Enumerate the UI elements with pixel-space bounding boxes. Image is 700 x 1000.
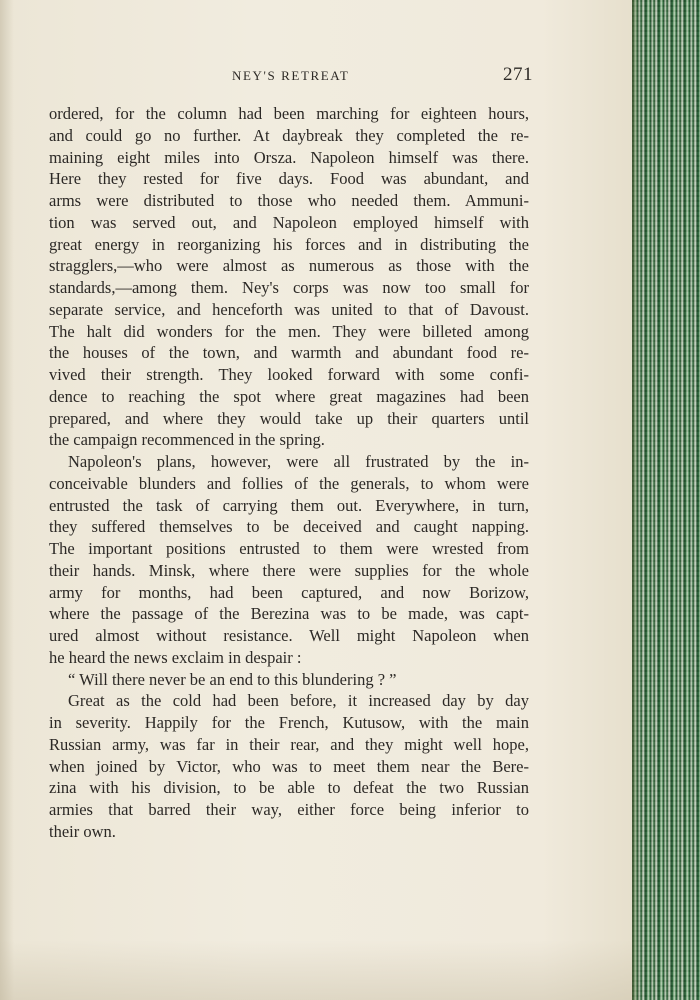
text-line: when joined by Victor, who was to meet them near the Bere- bbox=[49, 756, 529, 776]
paragraph bbox=[49, 103, 529, 451]
text-line: The halt did wonders for the men. They were billeted among bbox=[49, 321, 529, 341]
text-line: tion was served out, and Napoleon employed himself with bbox=[49, 212, 529, 232]
text-line: standards,—among them. Ney's corps was now too small for bbox=[49, 278, 529, 297]
text-line: zina with his division, to be able to defeat the two Russian bbox=[49, 778, 529, 798]
text-line: prepared, and where they would take up their quarters until bbox=[49, 408, 529, 428]
text-line: he heard the news exclaim in despair : bbox=[49, 647, 302, 667]
text-line: Great as the cold had been before, it increased day by day bbox=[68, 691, 529, 711]
text-line: and could go no further. At daybreak they completed the re- bbox=[49, 125, 529, 145]
text-line: their hands. Minsk, where there were supplies for the whole bbox=[49, 560, 529, 580]
text-line: maining eight miles into Orsza. Napoleon himself was there. bbox=[49, 147, 529, 167]
text-line: where the passage of the Berezina was to be made, was capt- bbox=[49, 604, 529, 624]
text-line: ordered, for the column had been marching for eighteen hours, bbox=[49, 104, 529, 123]
text-line: The important positions entrusted to them were wrested from bbox=[49, 539, 529, 558]
spine-shadow bbox=[0, 0, 14, 1000]
text-line: armies that barred their way, either force being inferior to bbox=[49, 800, 529, 819]
text-line: ured almost without resistance. Well might Napoleon when bbox=[49, 626, 529, 645]
page-bottom-shadow bbox=[0, 940, 636, 1000]
text-line: separate service, and henceforth was united to that of Davoust. bbox=[49, 299, 529, 319]
paragraph bbox=[49, 690, 529, 842]
text-line: army for months, had been captured, and now Borizow, bbox=[49, 582, 529, 602]
text-line: arms were distributed to those who needed them. Ammuni- bbox=[49, 191, 529, 210]
paragraph bbox=[49, 451, 529, 669]
page-number: 271 bbox=[503, 64, 533, 85]
text-line: Napoleon's plans, however, were all frustrated by the in- bbox=[68, 452, 529, 471]
text-line: entrusted the task of carrying them out. Everywhere, in turn, bbox=[49, 495, 529, 515]
book-page-edges bbox=[632, 0, 700, 1000]
text-line: stragglers,—who were almost as numerous as those with the bbox=[49, 256, 529, 276]
text-line: dence to reaching the spot where great magazines had been bbox=[49, 386, 529, 406]
text-line: they suffered themselves to be deceived and caught napping. bbox=[49, 517, 529, 537]
running-title: NEY'S RETREAT bbox=[232, 68, 350, 83]
paragraph bbox=[49, 669, 529, 691]
body-text bbox=[49, 103, 529, 843]
text-line: vived their strength. They looked forward with some confi- bbox=[49, 365, 529, 384]
text-line: the campaign recommenced in the spring. bbox=[49, 430, 325, 450]
text-line: “ Will there never be an end to this blundering ? ” bbox=[68, 669, 397, 689]
text-line: Russian army, was far in their rear, and they might well hope, bbox=[49, 734, 529, 754]
text-line: great energy in reorganizing his forces and in distributing the bbox=[49, 234, 529, 254]
text-line: in severity. Happily for the French, Kutusow, with the main bbox=[49, 713, 529, 732]
running-head bbox=[0, 64, 636, 88]
text-line: their own. bbox=[49, 821, 116, 841]
text-line: Here they rested for five days. Food was abundant, and bbox=[49, 169, 529, 189]
text-line: conceivable blunders and follies of the generals, to whom were bbox=[49, 473, 529, 493]
text-line: the houses of the town, and warmth and abundant food re- bbox=[49, 343, 529, 363]
